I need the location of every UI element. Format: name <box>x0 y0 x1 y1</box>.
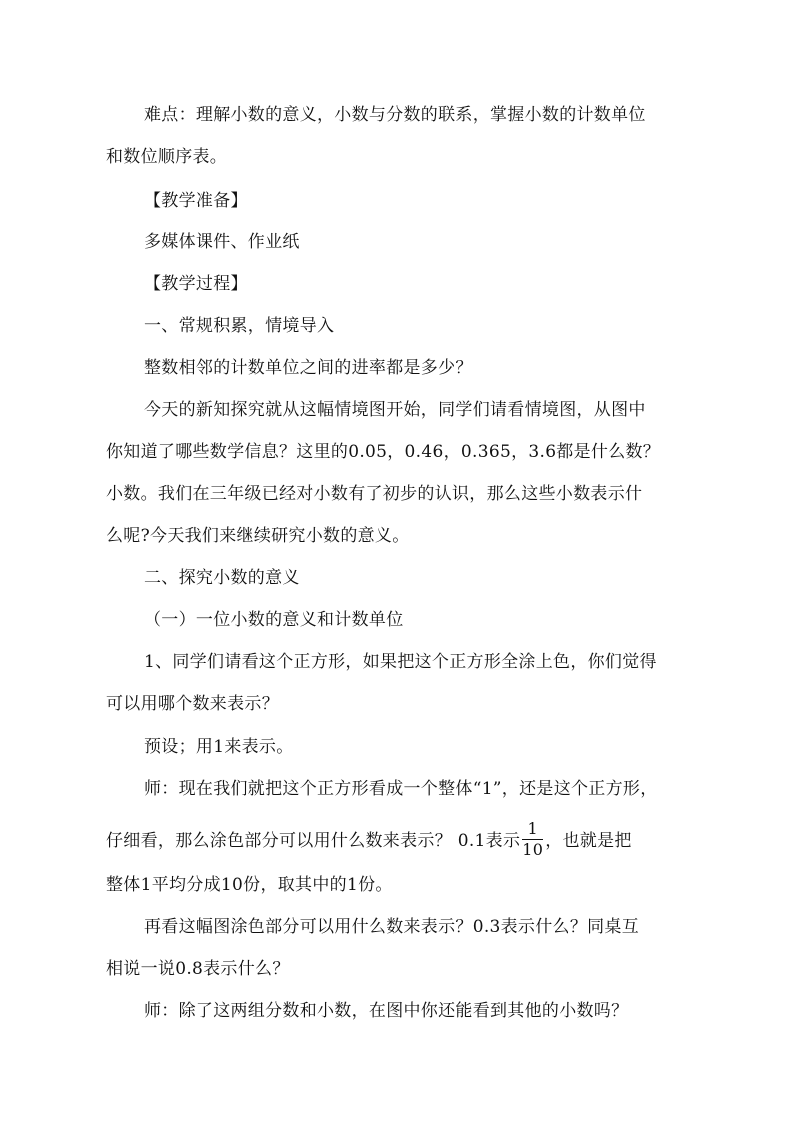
paragraph-line: 整体1平均分成10份，取其中的1份。 <box>106 875 393 895</box>
paragraph-line: 小数。我们在三年级已经对小数有了初步的认识，那么这些小数表示什 <box>106 484 643 504</box>
paragraph-line: 难点：理解小数的意义，小数与分数的联系，掌握小数的计数单位 <box>144 105 646 125</box>
paragraph-line: 再看这幅图涂色部分可以用什么数来表示？0.3表示什么？同桌互 <box>144 917 640 937</box>
fraction-numerator: 1 <box>522 819 543 840</box>
paragraph-line: 你知道了哪些数学信息？这里的0.05，0.46，0.365，3.6都是什么数？ <box>106 442 661 462</box>
fraction-line-before: 仔细看，那么涂色部分可以用什么数来表示？ 0.1表示 <box>106 831 521 851</box>
fraction-line-after: ，也就是把 <box>545 831 632 851</box>
fraction-line <box>106 821 632 862</box>
paragraph-line: 师：除了这两组分数和小数，在图中你还能看到其他的小数吗？ <box>144 1001 629 1021</box>
subsection-heading: 二、探究小数的意义 <box>144 568 300 588</box>
paragraph-line: 1、同学们请看这个正方形，如果把这个正方形全涂上色，你们觉得 <box>144 652 657 672</box>
paragraph-line: 师：现在我们就把这个正方形看成一个整体“1”，还是这个正方形， <box>144 779 658 799</box>
paragraph-line: 么呢?今天我们来继续研究小数的意义。 <box>106 526 410 546</box>
fraction-denominator: 10 <box>522 840 544 859</box>
paragraph-line: 多媒体课件、作业纸 <box>144 232 300 252</box>
section-heading: 【教学过程】 <box>144 274 248 294</box>
paragraph-line: 今天的新知探究就从这幅情境图开始，同学们请看情境图，从图中 <box>144 400 646 420</box>
fraction <box>522 819 543 860</box>
paragraph-line: 可以用哪个数来表示？ <box>106 694 279 714</box>
paragraph-line: 整数相邻的计数单位之间的进率都是多少？ <box>144 358 473 378</box>
paragraph-line: 和数位顺序表。 <box>106 147 228 167</box>
paragraph-line: 相说一说0.8表示什么？ <box>106 959 290 979</box>
section-heading: 【教学准备】 <box>144 191 248 211</box>
subsection-heading: （一）一位小数的意义和计数单位 <box>144 610 404 630</box>
paragraph-line: 预设；用1来表示。 <box>144 737 294 757</box>
subsection-heading: 一、常规积累，情境导入 <box>144 316 335 336</box>
